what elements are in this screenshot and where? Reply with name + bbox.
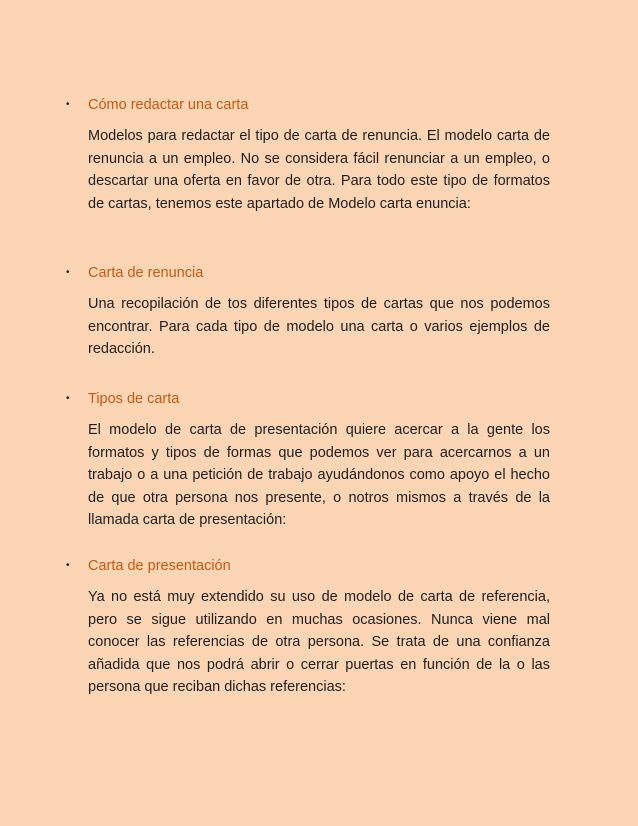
- section-carta-renuncia: [66, 263, 550, 361]
- bullet-icon: •: [66, 560, 70, 571]
- heading-text: Cómo redactar una carta: [88, 97, 249, 113]
- section-body: Una recopilación de tos diferentes tipos de cartas que nos podemos encontrar. Para cada tipo de modelo una carta o varios ejemplos de redacción.: [88, 296, 550, 357]
- section-body: Modelos para redactar el tipo de carta de renuncia. El modelo carta de renuncia a un empleo. No se considera fácil renunciar a un empleo, o descartar una oferta en favor de otra. Para todo este tipo de formatos de cartas, tenemos este apartado de Modelo carta enuncia:: [88, 128, 550, 212]
- section-heading: [66, 556, 550, 576]
- section-carta-presentacion: [66, 556, 550, 699]
- bullet-icon: •: [66, 99, 70, 110]
- section-heading: [66, 95, 550, 115]
- section-tipos-carta: [66, 389, 550, 532]
- bullet-icon: •: [66, 393, 70, 404]
- heading-text: Carta de presentación: [88, 558, 231, 574]
- section-como-redactar: [66, 95, 550, 215]
- section-body: Ya no está muy extendido su uso de modelo de carta de referencia, pero se sigue utilizando en muchas ocasiones. Nunca viene mal conocer las referencias de otra persona. Se trata de una confianza añadida que nos podrá abrir o cerrar puertas en función de la o las persona que reciban dichas referencias:: [88, 589, 550, 695]
- heading-text: Tipos de carta: [88, 391, 180, 407]
- section-heading: [66, 389, 550, 409]
- section-body: El modelo de carta de presentación quiere acercar a la gente los formatos y tipos de formas que podemos ver para acercarnos a un trabajo o a una petición de trabajo ayudándonos como apoyo el hecho de que otra persona nos presente, o notros mismos a través de la llamada carta de presentación:: [88, 422, 550, 528]
- heading-text: Carta de renuncia: [88, 265, 204, 281]
- section-heading: [66, 263, 550, 283]
- bullet-icon: •: [66, 267, 70, 278]
